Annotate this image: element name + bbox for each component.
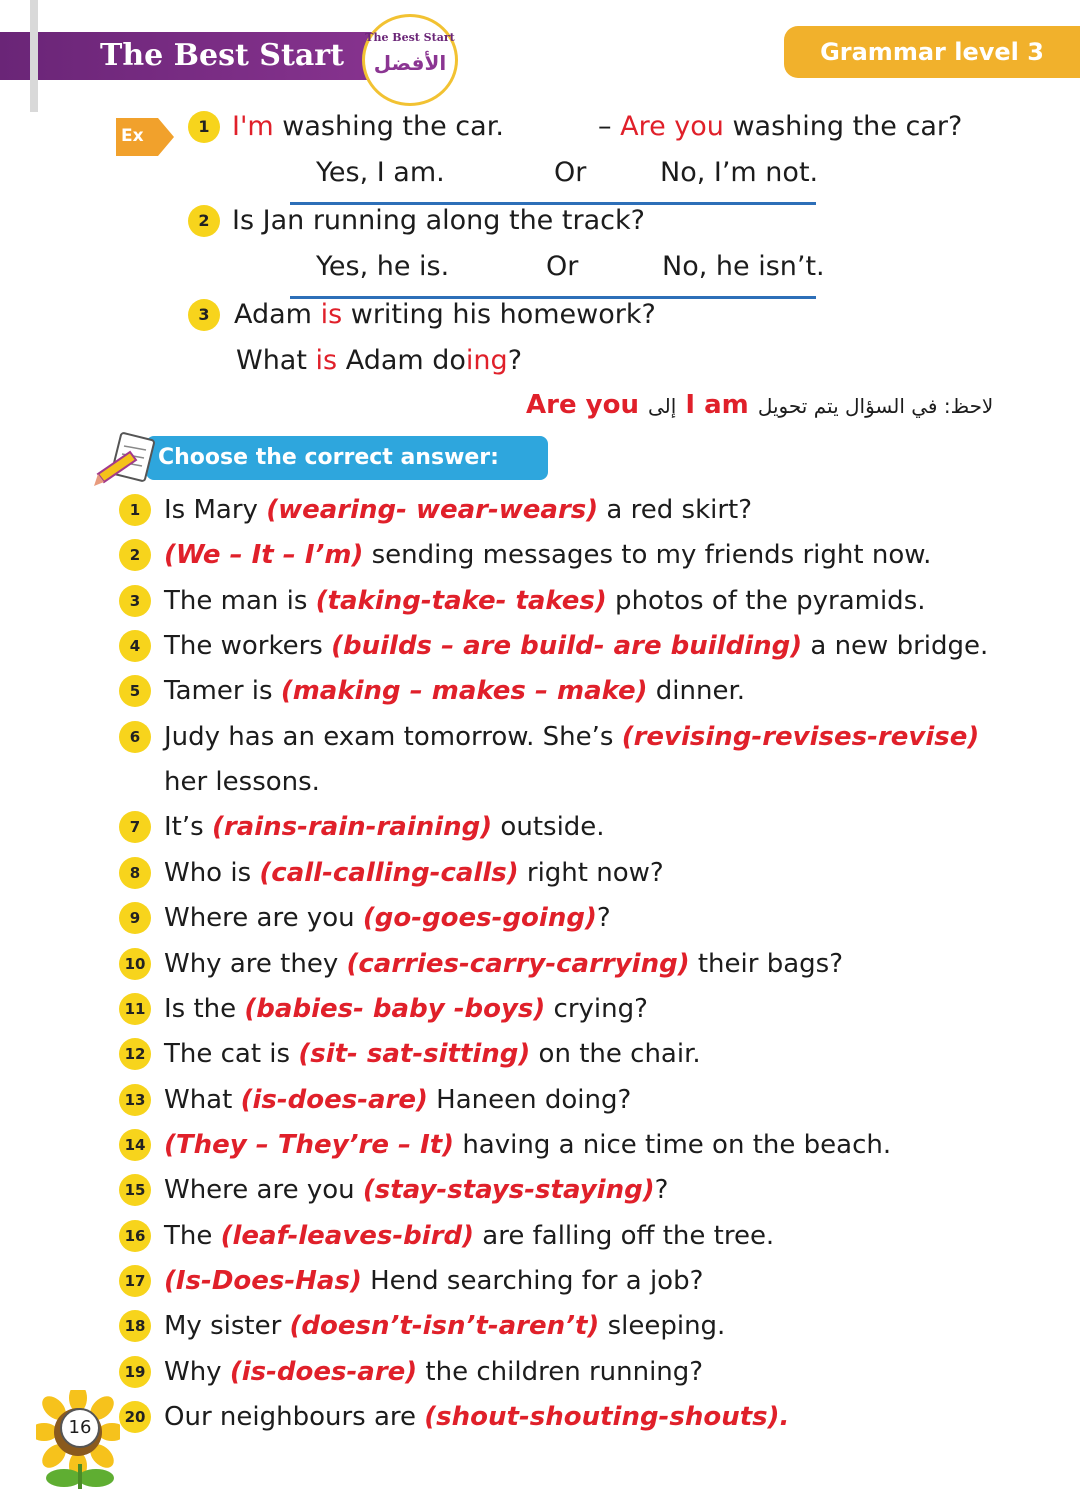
sentence-text: Is Mary bbox=[164, 495, 267, 525]
sentence-text: photos of the pyramids. bbox=[606, 586, 926, 616]
answer-options: (go-goes-going) bbox=[362, 903, 597, 933]
question-number: 17 bbox=[119, 1265, 151, 1297]
example-number: 3 bbox=[188, 299, 220, 331]
answer-options: (leaf-leaves-bird) bbox=[220, 1221, 475, 1251]
logo-main-text: الأفضل bbox=[373, 51, 447, 75]
sentence-text: Tamer is bbox=[164, 676, 281, 706]
answer-options: (is-does-are) bbox=[229, 1357, 418, 1387]
sentence-text: her lessons. bbox=[164, 767, 320, 797]
question-text bbox=[164, 719, 979, 755]
sentence-text: Judy has an exam tomorrow. She’s bbox=[164, 722, 622, 752]
question-number: 16 bbox=[119, 1220, 151, 1252]
example-no: No, I’m not. bbox=[660, 157, 819, 188]
note-are-you: Are you bbox=[526, 390, 639, 420]
sentence-text: Hend searching for a job? bbox=[361, 1266, 704, 1296]
question-number: 5 bbox=[119, 675, 151, 707]
question-text bbox=[164, 1399, 789, 1435]
sentence-text: washing the car. bbox=[273, 111, 504, 142]
question-text bbox=[164, 1036, 701, 1072]
answer-options: (builds – are build- are building) bbox=[331, 631, 803, 661]
sentence-text: Why are they bbox=[164, 949, 347, 979]
example-question bbox=[598, 109, 962, 145]
answer-options: (We – It – I’m) bbox=[164, 540, 364, 570]
answer-options: (call-calling-calls) bbox=[259, 858, 519, 888]
question-text bbox=[164, 1354, 703, 1390]
question-text bbox=[164, 1263, 703, 1299]
answer-options: (wearing- wear-wears) bbox=[266, 495, 599, 525]
sentence-text: Our neighbours are bbox=[164, 1402, 425, 1432]
question-text bbox=[164, 946, 843, 982]
margin-bar bbox=[30, 0, 38, 112]
question-text bbox=[164, 1308, 725, 1344]
sentence-text: washing the car? bbox=[723, 111, 963, 142]
sentence-text: Adam do bbox=[337, 345, 466, 376]
question-number: 6 bbox=[119, 721, 151, 753]
sentence-text: are falling off the tree. bbox=[474, 1221, 775, 1251]
sentence-text: Is Jan running along the track? bbox=[232, 205, 645, 236]
sentence-text: crying? bbox=[545, 994, 648, 1024]
question-number: 18 bbox=[119, 1310, 151, 1342]
brand-title: The Best Start bbox=[100, 38, 344, 73]
answer-options: (taking-take- takes) bbox=[315, 586, 607, 616]
question-text bbox=[164, 1172, 668, 1208]
question-text bbox=[164, 537, 931, 573]
question-number: 20 bbox=[119, 1401, 151, 1433]
answer-options: (babies- baby -boys) bbox=[244, 994, 546, 1024]
highlight-text: is bbox=[320, 299, 343, 330]
question-text bbox=[164, 583, 926, 619]
sentence-text: It’s bbox=[164, 812, 212, 842]
question-number: 1 bbox=[119, 494, 151, 526]
question-text bbox=[164, 628, 988, 664]
answer-options: (stay-stays-staying) bbox=[362, 1175, 655, 1205]
question-number: 19 bbox=[119, 1356, 151, 1388]
highlight-text: ing bbox=[465, 345, 508, 376]
answer-options: (doesn’t-isn’t-aren’t) bbox=[289, 1311, 600, 1341]
question-text bbox=[164, 855, 664, 891]
sentence-text: Is the bbox=[164, 994, 245, 1024]
sentence-text: Haneen doing? bbox=[427, 1085, 632, 1115]
question-number: 2 bbox=[119, 539, 151, 571]
answer-options: (sit- sat-sitting) bbox=[298, 1039, 531, 1069]
question-text bbox=[164, 673, 745, 709]
note bbox=[526, 390, 993, 420]
question-number: 15 bbox=[119, 1174, 151, 1206]
example-statement bbox=[232, 203, 645, 239]
sentence-text: What bbox=[236, 345, 316, 376]
highlight-text: Are you bbox=[620, 111, 724, 142]
question-text bbox=[164, 492, 752, 528]
logo bbox=[362, 14, 458, 106]
highlight-text: is bbox=[315, 345, 338, 376]
sentence-text: the children running? bbox=[417, 1357, 704, 1387]
leaves-icon bbox=[44, 1464, 116, 1489]
sentence-text: The man is bbox=[164, 586, 316, 616]
sentence-text: What bbox=[164, 1085, 241, 1115]
answer-options: (carries-carry-carrying) bbox=[346, 949, 690, 979]
ex-label: Ex bbox=[121, 126, 144, 146]
sentence-text: Who is bbox=[164, 858, 260, 888]
question-number: 9 bbox=[119, 902, 151, 934]
question-text bbox=[164, 764, 320, 800]
question-text bbox=[164, 809, 605, 845]
question-text bbox=[164, 991, 648, 1027]
answer-options: (rains-rain-raining) bbox=[211, 812, 493, 842]
example-statement bbox=[232, 109, 504, 145]
question-number: 4 bbox=[119, 630, 151, 662]
question-number: 8 bbox=[119, 857, 151, 889]
sentence-text: ? bbox=[596, 903, 611, 933]
sentence-text: ? bbox=[654, 1175, 669, 1205]
page-number: 16 bbox=[60, 1408, 100, 1448]
answer-options: (is-does-are) bbox=[240, 1085, 428, 1115]
question-number: 12 bbox=[119, 1038, 151, 1070]
question-text bbox=[164, 1082, 631, 1118]
sentence-text: Where are you bbox=[164, 903, 363, 933]
example-or: Or bbox=[546, 251, 579, 282]
question-number: 14 bbox=[119, 1129, 151, 1161]
question-text bbox=[164, 1218, 774, 1254]
level-badge: Grammar level 3 bbox=[784, 26, 1080, 78]
sentence-text: The workers bbox=[164, 631, 332, 661]
logo-top-text: The Best Start bbox=[365, 31, 455, 44]
sentence-text: Why bbox=[164, 1357, 230, 1387]
answer-options: (shout-shouting-shouts). bbox=[424, 1402, 790, 1432]
example-no: No, he isn’t. bbox=[662, 251, 825, 282]
example-number: 1 bbox=[188, 111, 220, 143]
sentence-text: on the chair. bbox=[530, 1039, 701, 1069]
sentence-text: ? bbox=[507, 345, 523, 376]
question-number: 7 bbox=[119, 811, 151, 843]
sentence-text: sending messages to my friends right now. bbox=[363, 540, 932, 570]
example-yes: Yes, he is. bbox=[316, 251, 450, 282]
sentence-text: The cat is bbox=[164, 1039, 299, 1069]
example-number: 2 bbox=[188, 205, 220, 237]
sentence-text: My sister bbox=[164, 1311, 290, 1341]
example-statement bbox=[234, 297, 656, 333]
example-followup bbox=[236, 343, 522, 379]
sentence-text: outside. bbox=[492, 812, 605, 842]
question-number: 11 bbox=[119, 993, 151, 1025]
answer-options: (making – makes – make) bbox=[280, 676, 648, 706]
sentence-text: The bbox=[164, 1221, 221, 1251]
sentence-text: Adam bbox=[234, 299, 321, 330]
answer-options: (Is-Does-Has) bbox=[164, 1266, 362, 1296]
example-or: Or bbox=[554, 157, 587, 188]
question-text bbox=[164, 900, 611, 936]
sentence-text: right now? bbox=[518, 858, 664, 888]
sentence-text: Where are you bbox=[164, 1175, 363, 1205]
sentence-text: writing his homework? bbox=[342, 299, 656, 330]
question-number: 13 bbox=[119, 1084, 151, 1116]
sentence-text: their bags? bbox=[689, 949, 843, 979]
note-i-am: I am bbox=[685, 390, 749, 420]
sentence-text: sleeping. bbox=[599, 1311, 726, 1341]
sentence-text: a new bridge. bbox=[802, 631, 989, 661]
sentence-text: dinner. bbox=[647, 676, 746, 706]
question-number: 10 bbox=[119, 948, 151, 980]
sentence-text: – bbox=[598, 111, 621, 142]
sentence-text: a red skirt? bbox=[598, 495, 753, 525]
pencil-icon bbox=[90, 430, 160, 490]
note-arabic: لاحظ: في السؤال يتم تحويل bbox=[757, 394, 994, 418]
note-arabic-to: إلى bbox=[648, 394, 677, 418]
sentence-text: having a nice time on the beach. bbox=[454, 1130, 892, 1160]
example-yes: Yes, I am. bbox=[316, 157, 445, 188]
highlight-text: I'm bbox=[232, 111, 274, 142]
question-number: 3 bbox=[119, 585, 151, 617]
answer-options: (revising-revises-revise) bbox=[621, 722, 980, 752]
question-text bbox=[164, 1127, 891, 1163]
answer-options: (They – They’re – It) bbox=[164, 1130, 455, 1160]
section-title: Choose the correct answer: bbox=[146, 436, 548, 480]
